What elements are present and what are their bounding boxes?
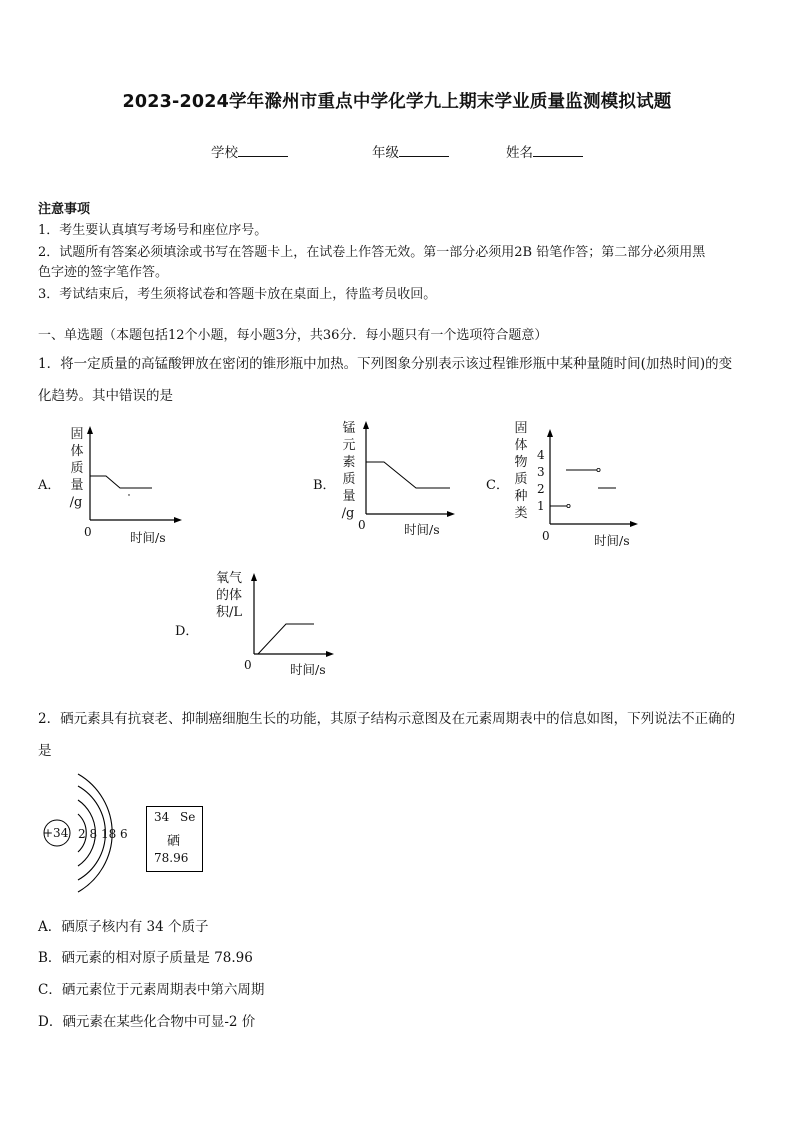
graph-c-ticks: 4 3 2 1 [537, 448, 545, 513]
notice-item-2: 2．试题所有答案必须填涂或书写在答题卡上，在试卷上作答无效。第一部分必须用2B 铅笔作答；第二部分必须用黑 [38, 245, 706, 260]
graph-a-xlabel: 时间/s [130, 530, 166, 545]
page-title: 2023-2024学年滁州市重点中学化学九上期末学业质量监测模拟试题 [122, 92, 672, 112]
graph-b-xlabel: 时间/s [404, 522, 440, 537]
graph-d-x-arrow-icon [326, 651, 334, 657]
graph-d-origin: 0 [244, 658, 252, 672]
graph-a-ylabel: 固 体 质 量 /g [69, 427, 84, 510]
q1-option-a-label[interactable]: A． [38, 478, 61, 493]
graph-c-ylabel: 固 体 物 质 种 类 [514, 421, 528, 521]
q2-text-line2: 是 [38, 743, 52, 759]
element-mass: 78.96 [154, 851, 189, 865]
element-card [146, 806, 203, 872]
graph-a-dot [128, 494, 129, 495]
graph-a-origin: 0 [84, 525, 92, 539]
section-heading: 一、单选题（本题包括12个小题，每小题3分，共36分．每小题只有一个选项符合题意） [38, 328, 548, 343]
graph-b [338, 418, 458, 540]
graph-d-y-arrow-icon [251, 573, 257, 581]
q2-option-a[interactable]: A．硒原子核内有 34 个质子 [38, 919, 209, 935]
graph-b-x-arrow-icon [447, 511, 455, 517]
graph-b-ylabel: 锰 元 素 质 量 /g [341, 421, 356, 521]
q1-option-d-label[interactable]: D． [175, 624, 199, 639]
graph-d-ylabel: 氧气 的体 积/L [216, 571, 243, 620]
q2-option-c[interactable]: C．硒元素位于元素周期表中第六周期 [38, 982, 265, 998]
notice-item-3: 3．考试结束后，考生须将试卷和答题卡放在桌面上，待监考员收回。 [38, 287, 437, 302]
grade-label: 年级 [372, 145, 399, 161]
q2-option-b[interactable]: B．硒元素的相对原子质量是 78.96 [38, 950, 253, 966]
q1-text-line2: 化趋势。其中错误的是 [38, 388, 173, 404]
grade-blank[interactable] [399, 144, 449, 157]
element-number: 34 [154, 810, 170, 824]
notice-item-2-cont: 色字迹的签字笔作答。 [38, 265, 169, 280]
q1-option-c-label[interactable]: C． [486, 478, 509, 493]
q1-option-b-label[interactable]: B． [313, 478, 336, 493]
graph-c-xlabel: 时间/s [594, 533, 630, 548]
q2-option-d[interactable]: D．硒元素在某些化合物中可显-2 价 [38, 1014, 256, 1030]
grade-field[interactable] [372, 141, 449, 161]
name-field[interactable] [506, 141, 583, 161]
element-name: 硒 [167, 834, 181, 849]
graph-a-x-arrow-icon [174, 517, 182, 523]
graph-d [214, 568, 338, 680]
element-symbol: Se [180, 810, 196, 824]
notice-heading: 注意事项 [38, 202, 91, 217]
atom-structure-diagram [40, 770, 140, 900]
graph-b-y-arrow-icon [363, 421, 369, 429]
graph-a-curve [90, 476, 152, 488]
graph-b-origin: 0 [358, 518, 366, 532]
graph-c-x-arrow-icon [630, 521, 638, 527]
school-label: 学校 [211, 145, 238, 161]
graph-b-curve [366, 462, 450, 488]
atom-shell-electrons: 2 8 18 6 [78, 827, 128, 841]
school-field[interactable] [211, 141, 288, 161]
graph-c-open-point-3 [597, 468, 600, 471]
name-label: 姓名 [506, 145, 533, 161]
graph-d-curve [258, 624, 314, 654]
graph-d-xlabel: 时间/s [290, 662, 326, 677]
graph-c-origin: 0 [542, 529, 550, 543]
graph-c-y-arrow-icon [547, 429, 553, 437]
notice-item-1: 1．考生要认真填写考场号和座位序号。 [38, 223, 268, 238]
graph-c [512, 420, 642, 550]
q1-text-line1: 1．将一定质量的高锰酸钾放在密闭的锥形瓶中加热。下列图象分别表示该过程锥形瓶中某种量随时间(加热时间)的变 [38, 356, 733, 372]
name-blank[interactable] [533, 144, 583, 157]
atom-nucleus-charge: +34 [43, 826, 69, 840]
graph-a-y-arrow-icon [87, 426, 93, 434]
graph-a [66, 424, 186, 544]
graph-c-open-point-1 [567, 504, 570, 507]
q2-text-line1: 2．硒元素具有抗衰老、抑制癌细胞生长的功能，其原子结构示意图及在元素周期表中的信息如图，下列说法不正确的 [38, 711, 736, 727]
school-blank[interactable] [238, 144, 288, 157]
